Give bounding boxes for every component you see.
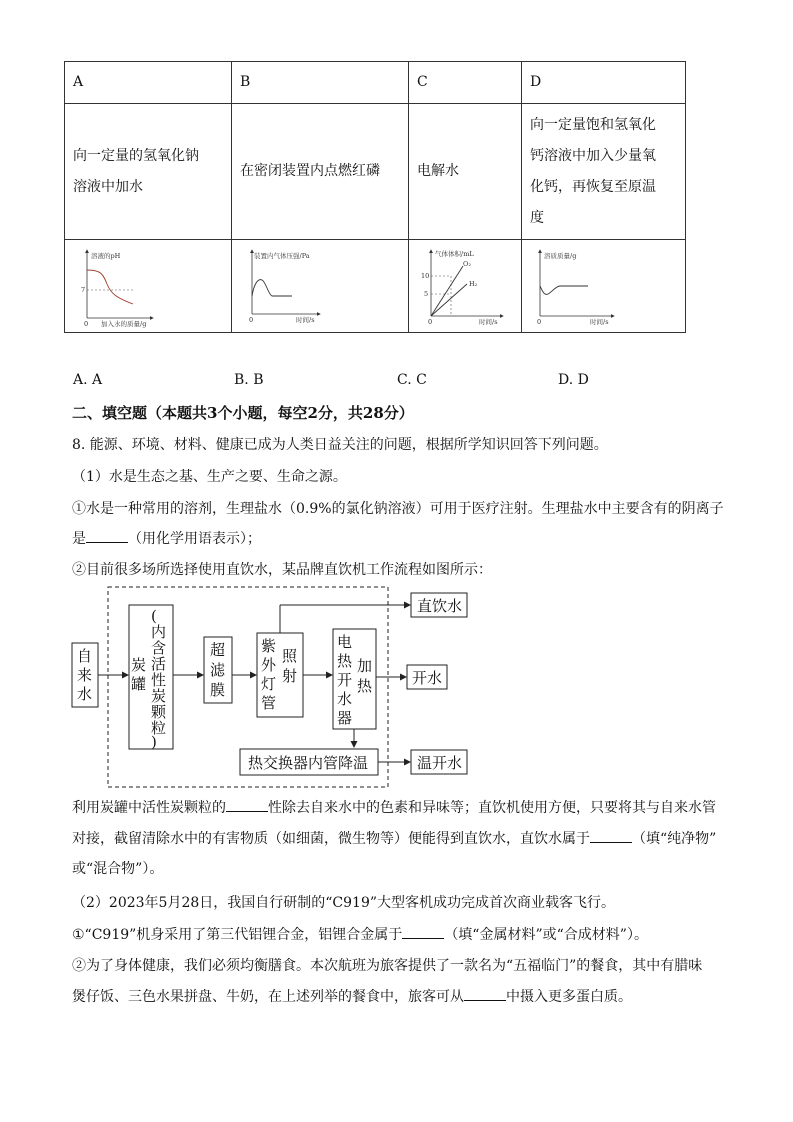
svg-text:滤: 滤	[210, 661, 226, 679]
option-c[interactable]: C. C	[397, 372, 427, 388]
svg-text:电: 电	[337, 633, 353, 651]
svg-text:射: 射	[282, 667, 298, 685]
svg-text:含: 含	[151, 639, 167, 657]
q8-part1-a-line2: 是 （用化学用语表示）；	[72, 531, 261, 547]
svg-text:超: 超	[210, 641, 226, 659]
graph-c-h2: H₂	[469, 280, 478, 288]
desc-a: 向一定量的氢氧化钠 溶液中加水	[65, 104, 232, 240]
svg-text:(: (	[151, 607, 157, 625]
graph-b-ylabel: 装置内气体压强/Pa	[254, 252, 310, 260]
q8-part2-title: （2）2023年5月28日，我国自行研制的“C919”大型客机成功完成首次商业载客飞行。	[72, 895, 616, 911]
water-flowchart	[70, 585, 470, 790]
graph-b-origin: 0	[249, 316, 254, 324]
q8-after-line2: 对接，截留清除水中的有害物质（如细菌，微生物等）便能得到直饮水，直饮水属于 （填“纯净物”	[72, 831, 717, 847]
svg-text:加: 加	[357, 657, 373, 675]
graph-d-cell	[522, 240, 686, 333]
desc-d: 向一定量饱和氢氧化 钙溶液中加入少量氧 化钙，再恢复至原温 度	[522, 104, 686, 240]
graph-d-ylabel: 溶质质量/g	[544, 252, 577, 260]
option-a[interactable]: A. A	[73, 372, 103, 388]
graph-c-ylabel: 气体体积/mL	[435, 250, 474, 258]
graph-b-curve	[252, 280, 292, 296]
graph-a-ylabel: 溶液的pH	[91, 252, 121, 260]
graph-a-ytick: 7	[81, 286, 86, 294]
q8-after-line1: 利用炭罐中活性炭颗粒的 性除去自来水中的色素和异味等；直饮机使用方便，只要将其与自来水管	[72, 800, 716, 816]
option-d[interactable]: D. D	[558, 372, 589, 388]
header-a: A	[65, 62, 232, 104]
boiled-water-label: 开水	[412, 669, 443, 687]
graph-a-curve	[87, 270, 133, 304]
svg-text:活: 活	[151, 655, 167, 673]
svg-text:灯: 灯	[261, 675, 277, 693]
svg-text:紫: 紫	[261, 637, 277, 655]
desc-b: 在密闭装置内点燃红磷	[232, 104, 409, 240]
q8-stem: 8. 能源、环境、材料、健康已成为人类日益关注的问题，根据所学知识回答下列问题。	[72, 437, 608, 453]
graph-d-xlabel: 时间/s	[590, 318, 609, 326]
svg-text:水: 水	[337, 690, 353, 708]
graph-d-origin: 0	[537, 318, 542, 326]
header-b: B	[232, 62, 409, 104]
svg-text:): )	[151, 733, 157, 751]
q8-part1-title: （1）水是生态之基、生产之要、生命之源。	[72, 469, 347, 485]
graph-b-xlabel: 时间/s	[296, 316, 315, 324]
svg-text:热: 热	[357, 677, 373, 695]
svg-text:开: 开	[337, 671, 353, 689]
header-c: C	[409, 62, 522, 104]
svg-text:水: 水	[77, 685, 93, 703]
section-title: 二、填空题（本题共3个小题，每空2分，共28分）	[72, 404, 414, 422]
graph-a	[73, 240, 223, 332]
graph-a-xlabel: 加入水的质量/g	[101, 320, 147, 328]
answer-blank-2[interactable]	[226, 799, 268, 812]
q8-part1-b: ②目前很多场所选择使用直饮水，某品牌直饮机工作流程如图所示：	[72, 562, 492, 578]
svg-text:管: 管	[261, 694, 277, 712]
graph-d-curve	[540, 286, 588, 294]
svg-text:照: 照	[282, 647, 298, 665]
svg-text:炭: 炭	[151, 687, 167, 705]
q8-part2-b-line1: ②为了身体健康，我们必须均衡膳食。本次航班为旅客提供了一款名为“五福临门”的餐食，其中有腊味	[72, 958, 703, 974]
svg-text:炭: 炭	[131, 656, 147, 674]
q8-after-line3: 或“混合物”）。	[72, 861, 164, 877]
graph-b	[240, 240, 400, 332]
graph-a-origin: 0	[84, 320, 89, 328]
svg-text:膜: 膜	[210, 681, 226, 699]
graph-c	[417, 240, 513, 332]
warm-water-label: 温开水	[417, 754, 463, 772]
graph-c-cell	[409, 240, 522, 333]
graph-c-line-h2	[431, 284, 467, 316]
answer-blank-3[interactable]	[590, 830, 632, 843]
svg-text:内: 内	[151, 623, 167, 641]
svg-text:性: 性	[151, 671, 167, 689]
svg-text:粒: 粒	[151, 719, 167, 737]
svg-text:罐: 罐	[131, 675, 147, 693]
desc-c: 电解水	[409, 104, 522, 240]
header-d: D	[522, 62, 686, 104]
svg-text:颗: 颗	[151, 703, 167, 721]
svg-text:来: 来	[77, 666, 93, 684]
answer-blank-1[interactable]	[86, 530, 128, 543]
graph-c-o2: O₂	[463, 260, 471, 268]
q8-part2-b-line2: 煲仔饭、三色水果拼盘、牛奶，在上述列举的餐食中，旅客可从 中摄入更多蛋白质。	[72, 989, 632, 1005]
svg-text:自: 自	[77, 647, 93, 665]
svg-text:热: 热	[337, 652, 353, 670]
q8-part1-a-line1: ①水是一种常用的溶剂，生理盐水（0.9%的氯化钠溶液）可用于医疗注射。生理盐水中主要含有的阴离子	[72, 501, 724, 517]
graph-d	[530, 240, 677, 332]
q8-part2-a: ①“C919”机身采用了第三代铝锂合金，铝锂合金属于 （填“金属材料”或“合成材料”）。	[72, 927, 648, 943]
answer-blank-4[interactable]	[402, 926, 444, 939]
option-b[interactable]: B. B	[234, 372, 264, 388]
graph-c-origin: 0	[428, 318, 433, 326]
heat-exchanger-label: 热交换器内管降温	[248, 754, 369, 772]
direct-drink-label: 直饮水	[417, 597, 463, 615]
graph-a-cell	[65, 240, 232, 333]
question-table	[64, 61, 686, 333]
svg-text:器: 器	[337, 709, 353, 727]
graph-c-ytick-10: 10	[421, 272, 430, 280]
graph-c-line-o2	[431, 266, 463, 316]
answer-blank-5[interactable]	[464, 988, 506, 1001]
graph-b-cell	[232, 240, 409, 333]
graph-c-ytick-5: 5	[424, 290, 429, 298]
svg-text:外: 外	[261, 656, 277, 674]
graph-c-xlabel: 时间/s	[479, 318, 498, 326]
